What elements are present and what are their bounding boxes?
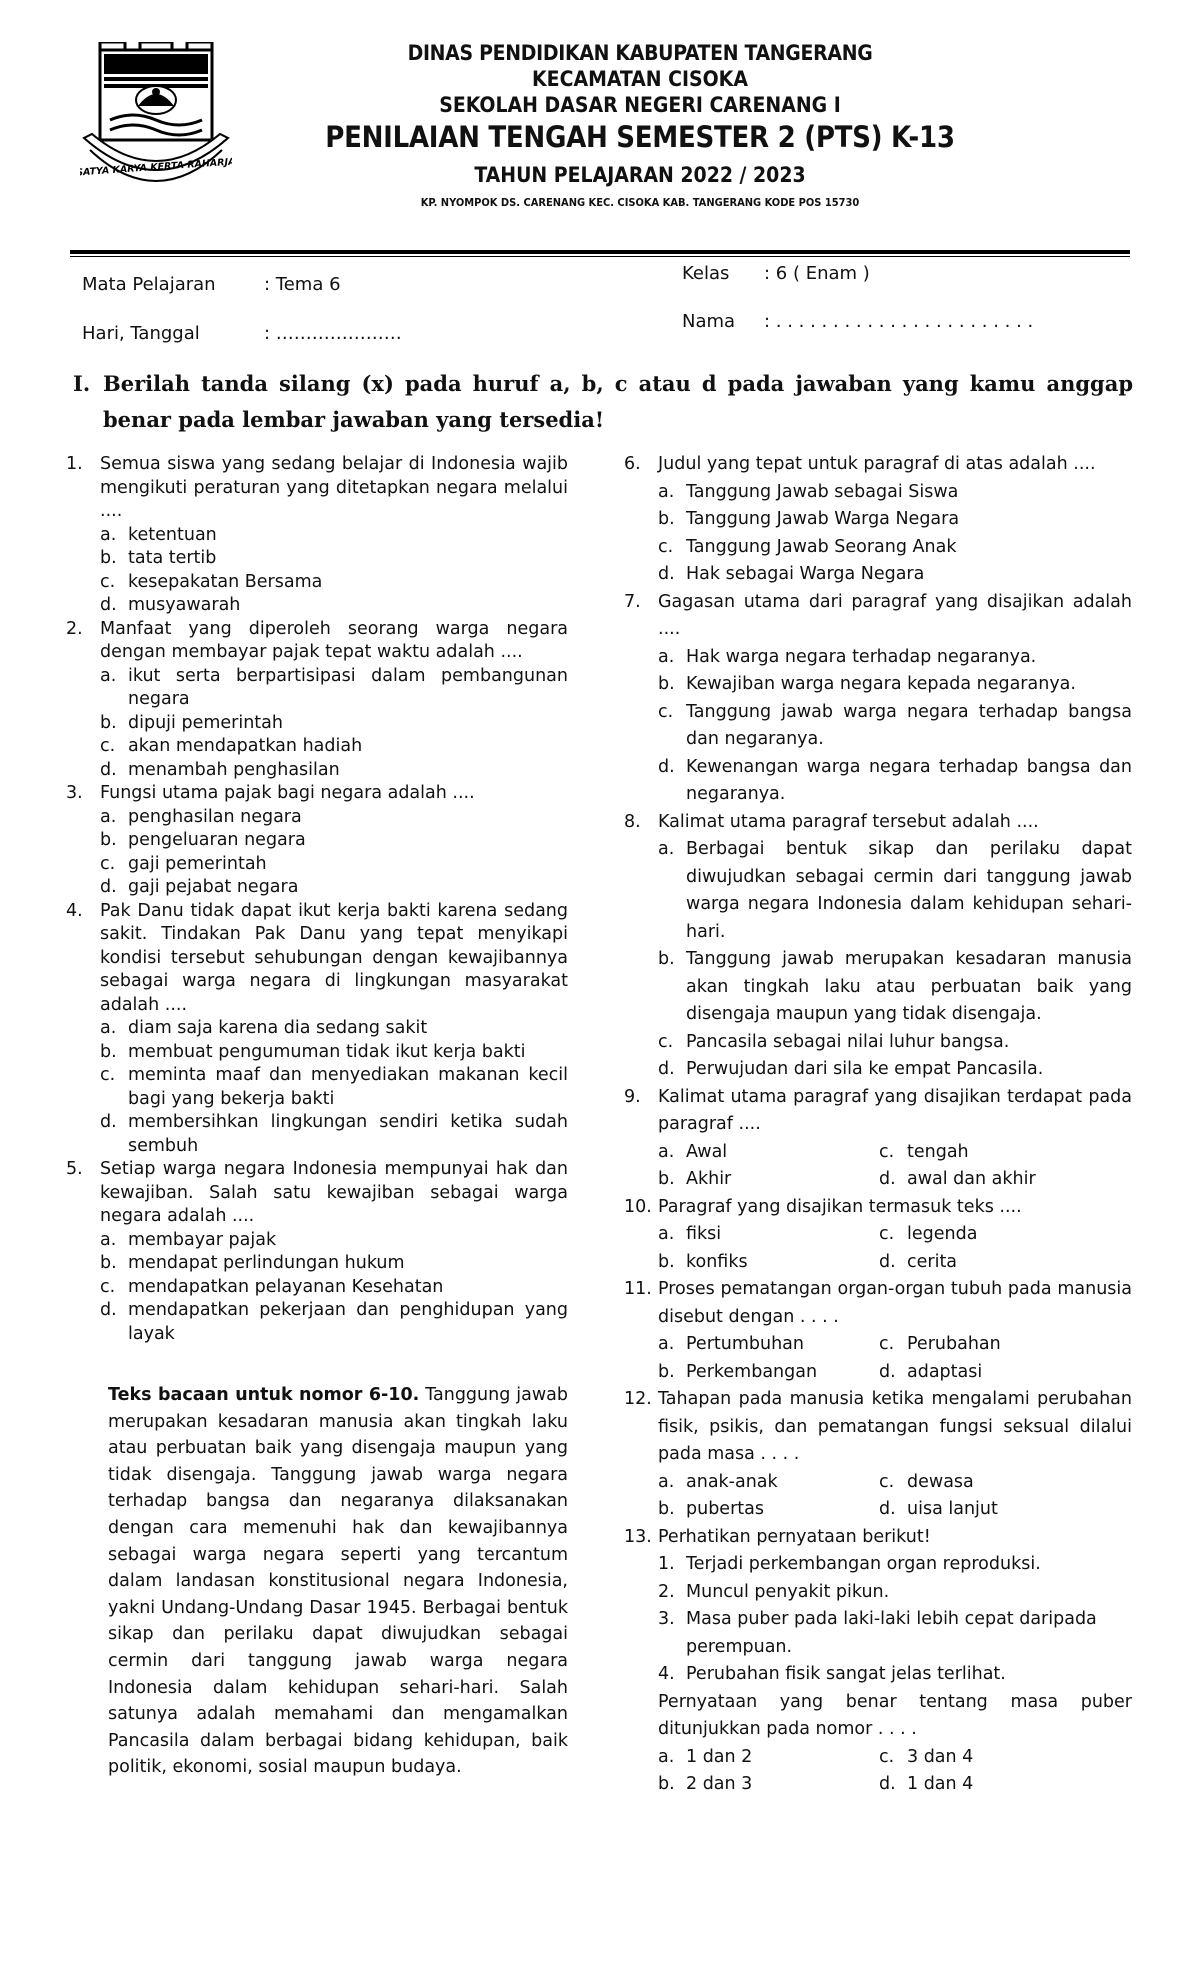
statement-text: Perubahan fisik sangat jelas terlihat. [686, 1664, 1006, 1684]
question-number: 7. [624, 591, 641, 612]
statement-item [624, 1579, 1132, 1607]
option-letter: d. [879, 1251, 896, 1272]
option-text: 3 dan 4 [907, 1746, 974, 1767]
answer-option[interactable] [624, 1221, 879, 1249]
option-letter: d. [879, 1499, 896, 1519]
name-label: Nama [682, 311, 736, 332]
answer-option[interactable] [624, 561, 1132, 589]
option-text: penghasilan negara [128, 806, 302, 827]
option-letter: c. [658, 1031, 674, 1052]
option-text: Perubahan [907, 1334, 1001, 1354]
answer-options [624, 1744, 1132, 1799]
option-letter: d. [100, 1300, 117, 1320]
option-letter: a. [658, 839, 675, 859]
option-letter: c. [100, 1065, 116, 1085]
header-rule-thin [70, 256, 1130, 257]
agency-name: DINAS PENDIDIKAN KABUPATEN TANGERANG [407, 41, 873, 65]
option-letter: b. [658, 674, 675, 694]
left-column [66, 453, 568, 1346]
subject-label: Mata Pelajaran [82, 274, 216, 295]
question-followup: Pernyataan yang benar tentang masa puber ditunjukkan pada nomor . . . . [658, 1691, 1132, 1739]
header-rule-thick [70, 250, 1130, 254]
option-letter: b. [100, 1253, 117, 1273]
option-text: pengeluaran negara [128, 830, 306, 850]
option-text: Awal [686, 1141, 728, 1162]
question-number: 4. [66, 900, 83, 921]
option-letter: c. [879, 1224, 895, 1244]
question [66, 618, 568, 665]
question-text: Semua siswa yang sedang belajar di Indonesia wajib mengikuti peraturan yang ditetapkan negara melalui .... [100, 454, 568, 521]
option-letter: c. [658, 701, 674, 722]
answer-option[interactable] [624, 1029, 1132, 1057]
option-text: Hak warga negara terhadap negaranya. [686, 646, 1037, 667]
option-letter: b. [100, 830, 117, 850]
option-text: menambah penghasilan [128, 759, 340, 780]
statement-number: 2. [658, 1581, 675, 1602]
option-letter: c. [100, 571, 116, 592]
option-text: tata tertib [128, 548, 217, 568]
option-letter: b. [658, 1361, 675, 1382]
option-letter: d. [100, 877, 117, 897]
school-name: SEKOLAH DASAR NEGERI CARENANG I [439, 93, 841, 117]
option-text: awal dan akhir [907, 1169, 1036, 1189]
answer-options [624, 1221, 1132, 1276]
option-letter: a. [658, 1334, 675, 1354]
answer-option[interactable] [624, 1331, 879, 1359]
option-text: Hak sebagai Warga Negara [686, 564, 925, 584]
option-text: Tanggung Jawab sebagai Siswa [686, 481, 959, 502]
answer-option[interactable] [879, 1744, 1126, 1772]
statement-item [624, 1551, 1132, 1579]
answer-option[interactable] [66, 759, 568, 783]
name-field[interactable]: : . . . . . . . . . . . . . . . . . . . . . . . [764, 311, 1034, 332]
option-letter: a. [658, 481, 675, 502]
option-text: ikut serta berpartisipasi dalam pembangunan negara [128, 665, 568, 709]
option-text: membuat pengumuman tidak ikut kerja bakti [128, 1041, 526, 1062]
option-letter: d. [658, 1059, 675, 1079]
question-number: 12. [624, 1389, 652, 1409]
option-text: Akhir [686, 1169, 732, 1189]
answer-option[interactable] [66, 1041, 568, 1065]
option-letter: a. [658, 1746, 675, 1767]
option-text: ketentuan [128, 524, 217, 545]
question [624, 1386, 1132, 1469]
question [66, 1158, 568, 1229]
section-number: I. [73, 371, 91, 396]
question-text: Gagasan utama dari paragraf yang disajikan adalah .... [658, 591, 1132, 639]
reading-passage [108, 1382, 568, 1781]
statement-text: Masa puber pada laki-laki lebih cepat daripada perempuan. [686, 1609, 1097, 1657]
option-letter: d. [658, 756, 675, 777]
answer-option[interactable] [624, 1744, 879, 1772]
option-letter: c. [879, 1141, 895, 1162]
answer-option[interactable] [624, 699, 1132, 754]
option-text: 1 dan 4 [907, 1774, 974, 1794]
answer-option[interactable] [66, 829, 568, 853]
answer-option[interactable] [66, 1111, 568, 1158]
answer-option[interactable] [879, 1771, 1126, 1799]
option-letter: c. [100, 736, 116, 756]
answer-option[interactable] [624, 479, 1132, 507]
date-field[interactable]: : ………………… [264, 323, 402, 344]
option-letter: a. [658, 646, 675, 667]
answer-options [624, 1331, 1132, 1386]
statement-text: Terjadi perkembangan organ reproduksi. [686, 1554, 1041, 1574]
option-text: membersihkan lingkungan sendiri ketika sudah sembuh [128, 1112, 568, 1156]
class-label: Kelas [682, 263, 730, 284]
answer-option[interactable] [624, 1056, 1132, 1084]
answer-option[interactable] [624, 1249, 879, 1277]
academic-year: TAHUN PELAJARAN 2022 / 2023 [474, 163, 806, 187]
option-letter: b. [658, 949, 675, 969]
question-number: 9. [624, 1086, 641, 1107]
answer-option[interactable] [879, 1469, 1126, 1497]
section-instruction [73, 366, 1133, 438]
option-letter: a. [100, 806, 117, 827]
answer-option[interactable] [66, 876, 568, 900]
option-text: Perkembangan [686, 1361, 818, 1382]
exam-title: PENILAIAN TENGAH SEMESTER 2 (PTS) K-13 [325, 120, 955, 154]
answer-option[interactable] [879, 1166, 1126, 1194]
answer-option[interactable] [624, 836, 1132, 946]
statement-text: Muncul penyakit pikun. [686, 1581, 890, 1602]
option-text: dewasa [907, 1471, 974, 1492]
question-text: Tahapan pada manusia ketika mengalami perubahan fisik, psikis, dan pematangan fungsi seksual dilalui pada masa . . . . [658, 1389, 1132, 1464]
option-letter: d. [879, 1169, 896, 1189]
option-letter: c. [658, 536, 674, 557]
option-letter: d. [100, 759, 117, 780]
date-label: Hari, Tanggal [82, 323, 200, 344]
option-text: 1 dan 2 [686, 1746, 753, 1767]
reading-body: Tanggung jawab merupakan kesadaran manusia akan tingkah laku atau perbuatan baik yang disengaja maupun yang tidak disengaja. Tanggung jawab warga negara terhadap bangsa dan negaranya dilaksanakan dengan cara memenuhi hak dan kewajibannya sebagai warga negara seperti yang tercantum dalam landasan konstitusional negara Indonesia, yakni Undang-Undang Dasar 1945. Berbagai bentuk sikap dan perilaku dapat diwujudkan sebagai cermin dari tanggung jawab warga negara Indonesia dalam kehidupan sehari-hari. Salah satunya adalah memahami dan mengamalkan Pancasila dalam berbagai bidang kehidupan, baik politik, ekonomi, sosial maupun budaya. [108, 1385, 568, 1778]
answer-options [624, 1139, 1132, 1194]
answer-option[interactable] [66, 1017, 568, 1041]
class-value: : 6 ( Enam ) [764, 263, 870, 284]
option-letter: a. [100, 524, 117, 545]
option-letter: d. [879, 1774, 896, 1794]
option-letter: c. [879, 1471, 895, 1492]
option-text: mendapatkan pelayanan Kesehatan [128, 1276, 444, 1297]
option-text: dipuji pemerintah [128, 712, 283, 733]
answer-option[interactable] [624, 1166, 879, 1194]
instruction-text: Berilah tanda silang (x) pada huruf a, b, c atau d pada jawaban yang kamu anggap benar pada lembar jawaban yang tersedia! [103, 371, 1133, 432]
answer-option[interactable] [66, 524, 568, 548]
answer-option[interactable] [624, 1496, 879, 1524]
statement-number: 3. [658, 1609, 675, 1629]
option-text: kesepakatan Bersama [128, 571, 323, 592]
answer-option[interactable] [66, 806, 568, 830]
answer-option[interactable] [624, 1469, 879, 1497]
option-letter: b. [658, 509, 675, 529]
option-text: akan mendapatkan hadiah [128, 736, 363, 756]
question-text: Perhatikan pernyataan berikut! [658, 1526, 931, 1547]
question [624, 1084, 1132, 1139]
option-text: fiksi [686, 1224, 722, 1244]
answer-option[interactable] [879, 1249, 1126, 1277]
answer-option[interactable] [66, 735, 568, 759]
question [624, 451, 1132, 479]
option-text: gaji pemerintah [128, 853, 267, 874]
question [624, 589, 1132, 644]
answer-option[interactable] [66, 1252, 568, 1276]
option-letter: d. [658, 564, 675, 584]
option-text: Pertumbuhan [686, 1334, 804, 1354]
question [66, 782, 568, 806]
answer-option[interactable] [624, 671, 1132, 699]
option-text: Tanggung jawab merupakan kesadaran manusia akan tingkah laku atau perbuatan baik yang disengaja maupun yang tidak disengaja. [686, 949, 1132, 1024]
answer-option[interactable] [66, 594, 568, 618]
answer-option[interactable] [624, 534, 1132, 562]
school-address: KP. NYOMPOK DS. CARENANG KEC. CISOKA KAB. TANGERANG KODE POS 15730 [420, 196, 860, 209]
answer-option[interactable] [879, 1139, 1126, 1167]
option-text: pubertas [686, 1499, 764, 1519]
question [624, 1524, 1132, 1552]
question-text: Pak Danu tidak dapat ikut kerja bakti karena sedang sakit. Tindakan Pak Danu yang tepat menyikapi kondisi tersebut sehubungan dengan kewajibannya sebagai warga negara di lingkungan masyarakat adalah .... [100, 900, 568, 1015]
answer-options [624, 1469, 1132, 1524]
question-number: 3. [66, 783, 83, 803]
option-text: meminta maaf dan menyediakan makanan kecil bagi yang bekerja bakti [128, 1065, 568, 1109]
option-letter: a. [100, 1229, 117, 1250]
statement-number: 4. [658, 1664, 675, 1684]
option-letter: c. [100, 853, 116, 874]
option-text: mendapat perlindungan hukum [128, 1253, 405, 1273]
option-letter: a. [658, 1141, 675, 1162]
answer-option[interactable] [624, 754, 1132, 809]
question-number: 2. [66, 618, 83, 639]
district-name: KECAMATAN CISOKA [532, 67, 748, 91]
option-letter: c. [100, 1276, 116, 1297]
option-letter: b. [100, 548, 117, 568]
option-text: Kewenangan warga negara terhadap bangsa dan negaranya. [686, 756, 1132, 804]
option-text: Perwujudan dari sila ke empat Pancasila. [686, 1059, 1044, 1079]
question [624, 1276, 1132, 1331]
option-letter: a. [658, 1471, 675, 1492]
option-text: uisa lanjut [907, 1499, 998, 1519]
answer-option[interactable] [624, 644, 1132, 672]
option-text: musyawarah [128, 595, 241, 615]
question-number: 1. [66, 454, 83, 474]
answer-option[interactable] [66, 571, 568, 595]
option-text: 2 dan 3 [686, 1774, 753, 1794]
reading-heading: Teks bacaan untuk nomor 6-10. [108, 1385, 420, 1405]
option-text: tengah [907, 1141, 969, 1162]
logo-motto-text: SATYA KARYA KERTA RAHARJA [80, 156, 232, 179]
question-number: 10. [624, 1196, 652, 1217]
option-letter: b. [658, 1251, 675, 1272]
letterhead [300, 40, 980, 211]
answer-option[interactable] [879, 1221, 1126, 1249]
question-text: Kalimat utama paragraf yang disajikan terdapat pada paragraf .... [658, 1086, 1132, 1134]
statement-item [624, 1661, 1132, 1689]
question [624, 1194, 1132, 1222]
option-text: konfiks [686, 1251, 748, 1272]
statement-item [624, 1606, 1132, 1661]
answer-option[interactable] [66, 1064, 568, 1111]
option-text: Tanggung jawab warga negara terhadap bangsa dan negaranya. [686, 701, 1132, 749]
option-text: mendapatkan pekerjaan dan penghidupan yang layak [128, 1300, 568, 1344]
question-text: Setiap warga negara Indonesia mempunyai hak dan kewajiban. Salah satu kewajiban sebagai warga negara adalah .... [100, 1159, 568, 1226]
answer-option[interactable] [624, 1139, 879, 1167]
right-column [624, 451, 1132, 1799]
question-number: 11. [624, 1279, 652, 1299]
question-text: Manfaat yang diperoleh seorang warga negara dengan membayar pajak tepat waktu adalah .... [100, 618, 568, 662]
option-text: Kewajiban warga negara kepada negaranya. [686, 674, 1076, 694]
option-letter: c. [879, 1334, 895, 1354]
question-number: 8. [624, 811, 641, 832]
option-letter: b. [100, 1041, 117, 1062]
answer-option[interactable] [66, 712, 568, 736]
option-letter: d. [100, 595, 117, 615]
option-text: Tanggung Jawab Seorang Anak [686, 536, 957, 557]
question [66, 900, 568, 1018]
statement-number: 1. [658, 1554, 675, 1574]
question-text: Paragraf yang disajikan termasuk teks .... [658, 1196, 1022, 1217]
option-text: Berbagai bentuk sikap dan perilaku dapat diwujudkan sebagai cermin dari tanggung jawab warga negara Indonesia dalam kehidupan sehari-hari. [686, 839, 1132, 942]
answer-option[interactable] [66, 853, 568, 877]
answer-option[interactable] [624, 1771, 879, 1799]
option-text: diam saja karena dia sedang sakit [128, 1018, 428, 1038]
answer-option[interactable] [624, 946, 1132, 1029]
option-letter: b. [658, 1499, 675, 1519]
option-letter: d. [879, 1361, 896, 1382]
question [66, 453, 568, 524]
option-text: Tanggung Jawab Warga Negara [686, 509, 960, 529]
answer-option[interactable] [66, 1229, 568, 1253]
option-letter: c. [879, 1746, 895, 1767]
answer-option[interactable] [66, 1276, 568, 1300]
question-text: Fungsi utama pajak bagi negara adalah .... [100, 783, 475, 803]
question-text: Judul yang tepat untuk paragraf di atas adalah .... [658, 454, 1096, 474]
answer-option[interactable] [879, 1331, 1126, 1359]
option-text: membayar pajak [128, 1229, 277, 1250]
option-letter: a. [100, 665, 117, 686]
option-letter: d. [100, 1112, 117, 1132]
option-letter: b. [658, 1774, 675, 1794]
option-letter: b. [658, 1169, 675, 1189]
question-text: Kalimat utama paragraf tersebut adalah .... [658, 811, 1039, 832]
answer-option[interactable] [879, 1359, 1126, 1387]
option-text: adaptasi [907, 1361, 983, 1382]
subject-value: : Tema 6 [264, 274, 341, 295]
question-number: 6. [624, 454, 641, 474]
option-text: legenda [907, 1224, 978, 1244]
answer-option[interactable] [66, 547, 568, 571]
question [624, 809, 1132, 837]
option-text: Pancasila sebagai nilai luhur bangsa. [686, 1031, 1010, 1052]
answer-option[interactable] [66, 1299, 568, 1346]
option-letter: a. [100, 1018, 117, 1038]
option-letter: a. [658, 1224, 675, 1244]
answer-option[interactable] [66, 665, 568, 712]
answer-option[interactable] [879, 1496, 1126, 1524]
option-letter: b. [100, 712, 117, 733]
question-number: 13. [624, 1526, 652, 1547]
answer-option[interactable] [624, 506, 1132, 534]
answer-option[interactable] [624, 1359, 879, 1387]
tangerang-emblem-icon [80, 42, 232, 192]
school-district-logo [80, 42, 232, 192]
option-text: cerita [907, 1251, 958, 1272]
question-number: 5. [66, 1159, 83, 1179]
option-text: anak-anak [686, 1471, 778, 1492]
option-text: gaji pejabat negara [128, 877, 299, 897]
question-text: Proses pematangan organ-organ tubuh pada manusia disebut dengan . . . . [658, 1279, 1132, 1327]
